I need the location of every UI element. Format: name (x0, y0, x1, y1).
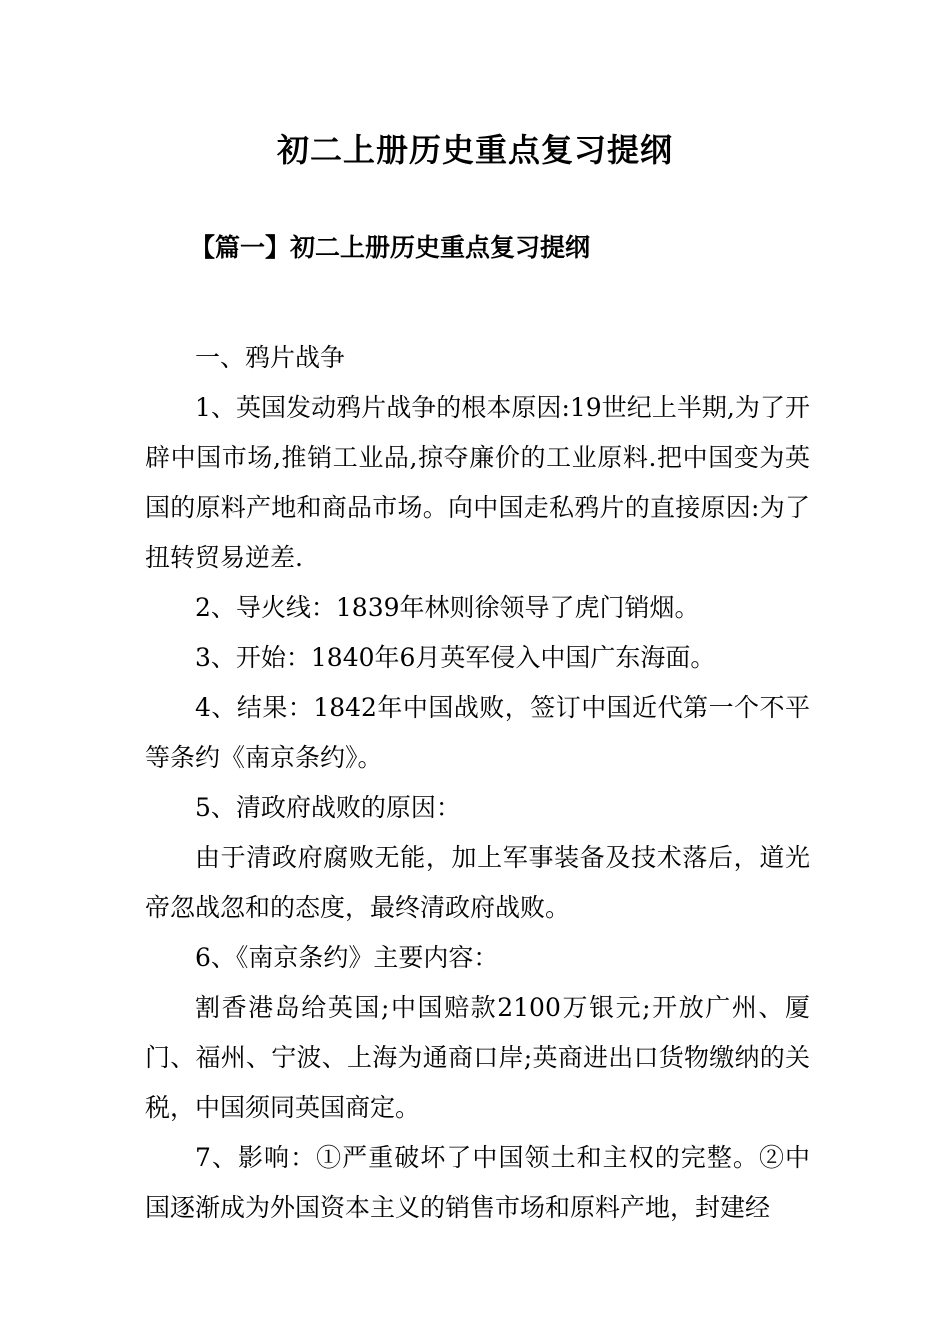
chapter-heading: 一、鸦片战争 (195, 343, 346, 372)
paragraph: 割香港岛给英国;中国赔款2100万银元;开放广州、厦门、福州、宁波、上海为通商口岸;英商进出口货物缴纳的关税，中国须同英国商定。 (145, 993, 810, 1122)
document-body (145, 333, 810, 1233)
paragraph: 由于清政府腐败无能，加上军事装备及技术落后，道光帝忽战忽和的态度，最终清政府战败。 (145, 843, 810, 922)
paragraph: 7、影响：①严重破坏了中国领土和主权的完整。②中国逐渐成为外国资本主义的销售市场和原料产地，封建经 (145, 1143, 810, 1222)
paragraph: 6、《南京条约》主要内容： (195, 943, 499, 972)
paragraph: 1、英国发动鸦片战争的根本原因:19世纪上半期,为了开辟中国市场,推销工业品,掠夺廉价的工业原料.把中国变为英国的原料产地和商品市场。向中国走私鸦片的直接原因:为了扭转贸易逆差. (145, 393, 810, 572)
document-title: 初二上册历史重点复习提纲 (276, 131, 673, 169)
paragraph: 4、结果：1842年中国战败，签订中国近代第一个不平等条约《南京条约》。 (145, 693, 810, 772)
section-heading: 【篇一】初二上册历史重点复习提纲 (190, 233, 591, 262)
paragraph: 2、导火线：1839年林则徐领导了虎门销烟。 (195, 593, 700, 622)
paragraph: 5、清政府战败的原因： (195, 793, 461, 822)
paragraph: 3、开始：1840年6月英军侵入中国广东海面。 (195, 643, 716, 672)
